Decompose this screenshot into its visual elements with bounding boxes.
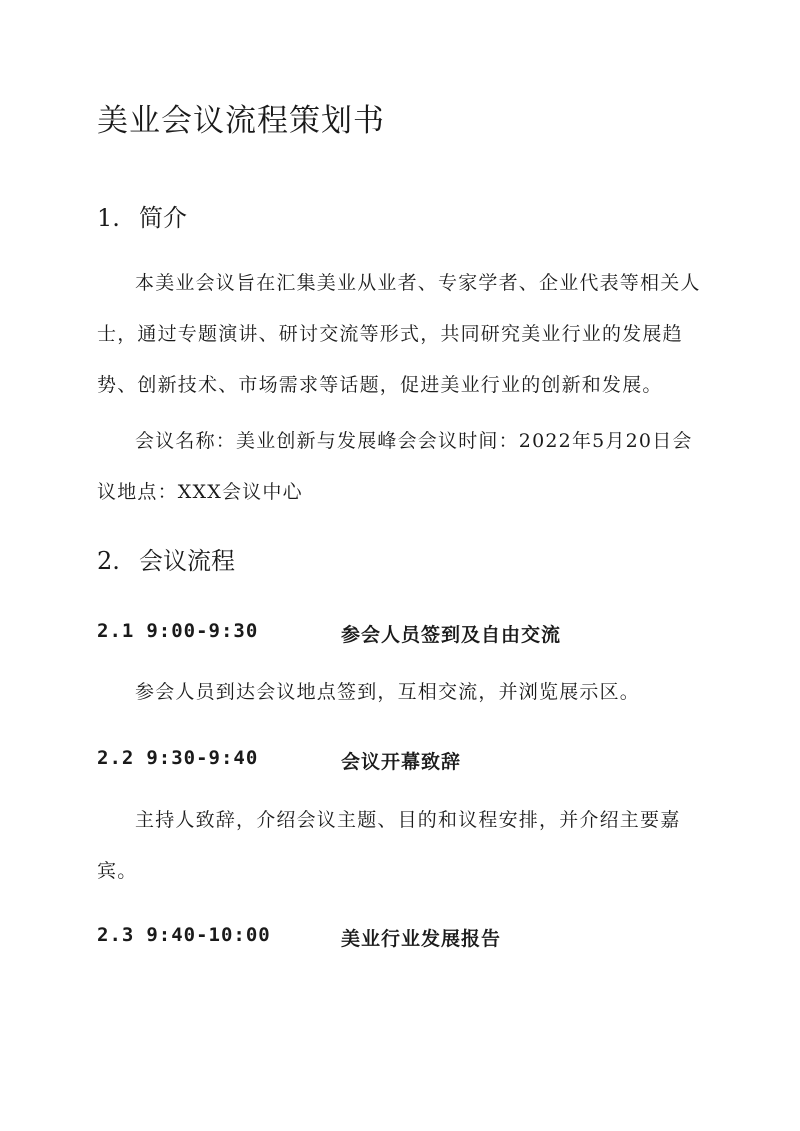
agenda-item-heading [97,747,462,773]
agenda-item-heading [97,924,502,950]
agenda-item-heading [97,620,562,646]
agenda-item-number: 2.3 [97,924,135,946]
agenda-item-number: 2.1 [97,620,135,642]
intro-paragraph: 本美业会议旨在汇集美业从业者、专家学者、企业代表等相关人士，通过专题演讲、研讨交流等形式，共同研究美业行业的发展趋势、创新技术、市场需求等话题，促进美业行业的创新和发展。 [97,272,701,396]
agenda-item-topic: 参会人员签到及自由交流 [341,624,562,646]
meeting-info-paragraph: 会议名称：美业创新与发展峰会会议时间：2022年5月20日会议地点：XXX会议中心 [97,430,693,503]
section-heading-intro [97,198,187,233]
agenda-item-time: 9:30-9:40 [146,747,259,769]
agenda-item-time: 9:40-10:00 [146,924,271,946]
agenda-item-topic: 会议开幕致辞 [341,751,462,773]
section-title: 会议流程 [139,547,235,575]
agenda-item-topic: 美业行业发展报告 [341,928,502,950]
agenda-item-description: 参会人员到达会议地点签到，互相交流，并浏览展示区。 [135,681,641,703]
agenda-item-time: 9:00-9:30 [146,620,259,642]
section-heading-agenda [97,541,235,576]
section-number: 2. [97,547,120,575]
document-title: 美业会议流程策划书 [97,103,385,139]
section-number: 1. [97,204,120,232]
agenda-item-description: 主持人致辞，介绍会议主题、目的和议程安排，并介绍主要嘉宾。 [97,809,681,882]
section-title: 简介 [139,204,187,232]
agenda-item-number: 2.2 [97,747,135,769]
